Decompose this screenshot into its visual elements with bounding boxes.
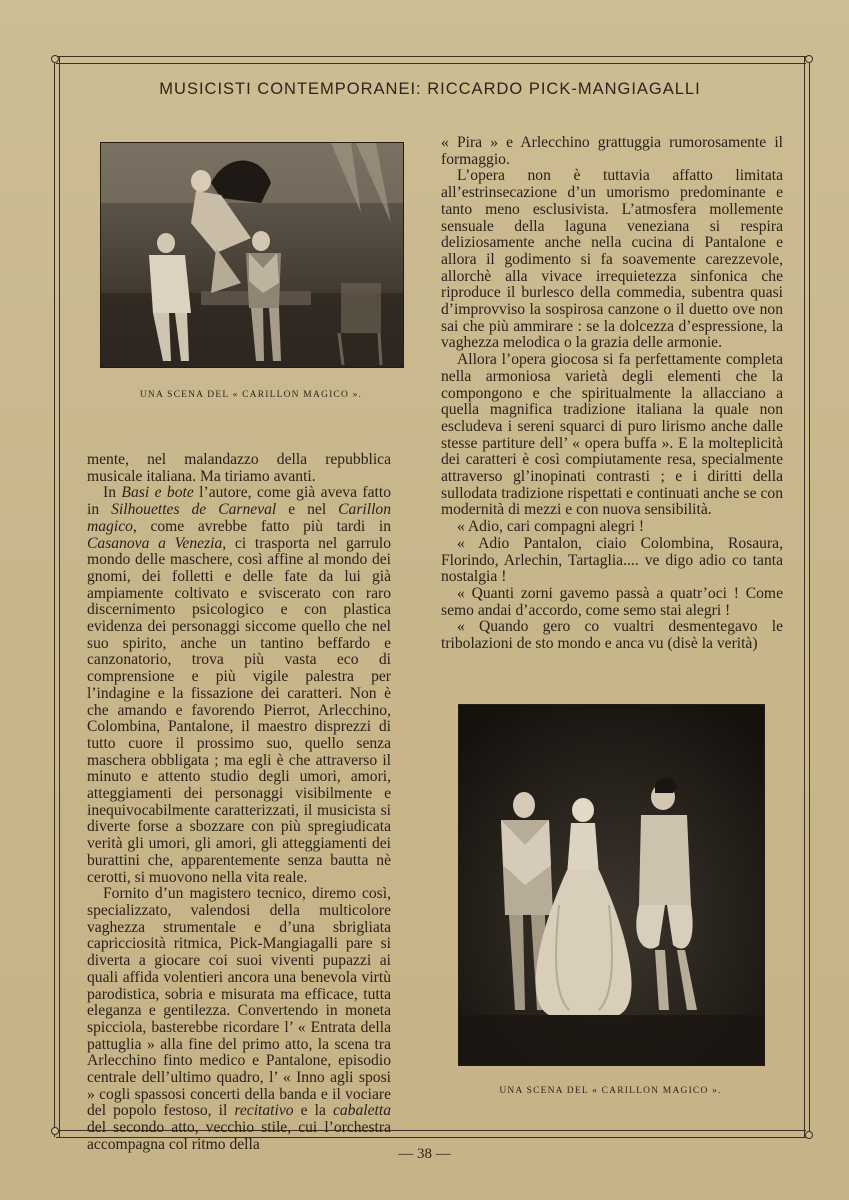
frame-corner-ornament bbox=[805, 55, 813, 63]
figure-2-caption: UNA SCENA DEL « CARILLON MAGICO ». bbox=[499, 1086, 722, 1096]
right-paragraph-3: Allora l’opera giocosa si fa perfettamente completa nella armoniosa varietà degli elementi che la compongono e che spiritualmente la allacciano a quella magnifica tradizione italiana la quale non escludeva i sereni squarci di puro lirismo anche dalle stesse partiture dell’ « opera buffa ». E la molteplicità dei caratteri è così compiutamente resa, specialmente attraverso gl’inopinati contrasti ; e i diritti della sullodata tradizione rispettati e continuati anche se con modernità di mezzi e con nuova sensibilità. bbox=[441, 351, 783, 519]
running-head: MUSICISTI CONTEMPORANEI: RICCARDO PICK-MANGIAGALLI bbox=[159, 80, 701, 98]
frame-corner-ornament bbox=[51, 1127, 59, 1135]
left-paragraph-3: Fornito d’un magistero tecnico, diremo così, specializzato, valendosi della multicolore vaghezza strumentale e d’una sbrigliata capricciosità ritmica, Pick-Mangiagalli pare si diverta a giocare coi suoi viventi pupazzi ai quali affida volentieri ancora una benevola virtù parodistica, sobria e misurata ma efficace, tutta eleganza e gentilezza. Convertendo in moneta spicciola, basterebbe ricordare l’ « Entrata della pattuglia » alla fine del primo atto, la scena tra Arlecchino finto medico e Pantalone, episodio centrale dell’ultimo quadro, l’ « Inno agli sposi » cogli spassosi concerti della banda e il vociare del popolo festoso, il recitativo e la cabaletta del secondo atto, vecchio stile, cui l’orchestra accompagna col ritmo della bbox=[87, 885, 391, 1153]
stage-photo-2-image bbox=[459, 705, 764, 1065]
right-paragraph-2: L’opera non è tuttavia affatto limitata all’estrinsecazione d’un umorismo predominante e tanto meno esclusivista. L’atmosfera mollemente sensuale della laguna veneziana si respira deliziosamente anche nella cucina di Pantalone e allora il godimento si fa soavemente carezzevole, allorchè alla vivace irrequietezza sinfonica che riproduce il burlesco della commedia, subentra quasi d’improvviso la sospirosa canzone o il duetto ove non sai che più ammirare : se la dolcezza d’espressione, la vaghezza melodica o la grazia delle armonie. bbox=[441, 167, 783, 352]
right-paragraph-7: « Quando gero co vualtri desmentegavo le tribolazioni de sto mondo e anca vu (disè la verità) bbox=[441, 618, 783, 653]
right-paragraph-5: « Adio Pantalon, ciaio Colombina, Rosaura, Florindo, Arlechin, Tartaglia.... ve digo adio co tanta nostalgia ! bbox=[441, 534, 783, 586]
frame-top-rule bbox=[56, 56, 806, 64]
right-paragraph-6: « Quanti zorni gavemo passà a quatr’oci ! Come semo andai d’accordo, come semo stai alegri ! bbox=[441, 584, 783, 619]
right-text-column bbox=[441, 135, 783, 653]
figure-1-caption: UNA SCENA DEL « CARILLON MAGICO ». bbox=[139, 390, 363, 400]
stage-photo-1 bbox=[100, 142, 404, 368]
stage-photo-1-image bbox=[101, 143, 403, 367]
right-paragraph-4: « Adio, cari compagni alegri ! bbox=[457, 518, 645, 536]
right-paragraph-1: « Pira » e Arlecchino grattuggia rumorosamente il formaggio. bbox=[441, 134, 783, 168]
left-paragraph-2: In Basi e bote l’autore, come già aveva fatto in Silhouettes de Carneval e nel Carillon magico, come avrebbe fatto più tardi in Casanova a Venezia, ci trasporta nel garrulo mondo delle maschere, così affine al mondo dei gnomi, dei folletti e delle fate da lui già ampiamente coltivato e sviscerato con raro discernimento psicologico e con plastica evidenza dei personaggi siccome quello che nel suo spirito, anche un tantino beffardo e canzonatorio, trova più vasta eco di comprensione e più vigile palestra per l’indagine e la fissazione dei caratteri. Non è che amando e favorendo Pierrot, Arlecchino, Colombina, Pantalone, il maestro disprezzi di tutto cuore il prossimo suo, quello senza maschera obbligata ; ma egli è che attraverso il minuto e attento studio degli umori, amori, atteggiamenti dei personaggi visibilmente e inequivocabilmente caratterizzati, il musicista si diverte forse a sbozzare con più spregiudicata verità gli umori, gli amori, gli atteggiamenti dei burattini che, apparentemente senza bautta nè cerotti, si muovono nella vita reale. bbox=[87, 484, 392, 886]
frame-right-rule bbox=[804, 56, 810, 1137]
stage-photo-2 bbox=[458, 704, 765, 1066]
left-text-column bbox=[87, 452, 391, 1154]
frame-corner-ornament bbox=[51, 55, 59, 63]
page-number: — 38 — bbox=[398, 1146, 451, 1162]
left-paragraph-1: mente, nel malandazzo della repubblica musicale italiana. Ma tiriamo avanti. bbox=[87, 451, 391, 485]
frame-corner-ornament bbox=[805, 1131, 813, 1139]
frame-left-rule bbox=[54, 56, 60, 1137]
